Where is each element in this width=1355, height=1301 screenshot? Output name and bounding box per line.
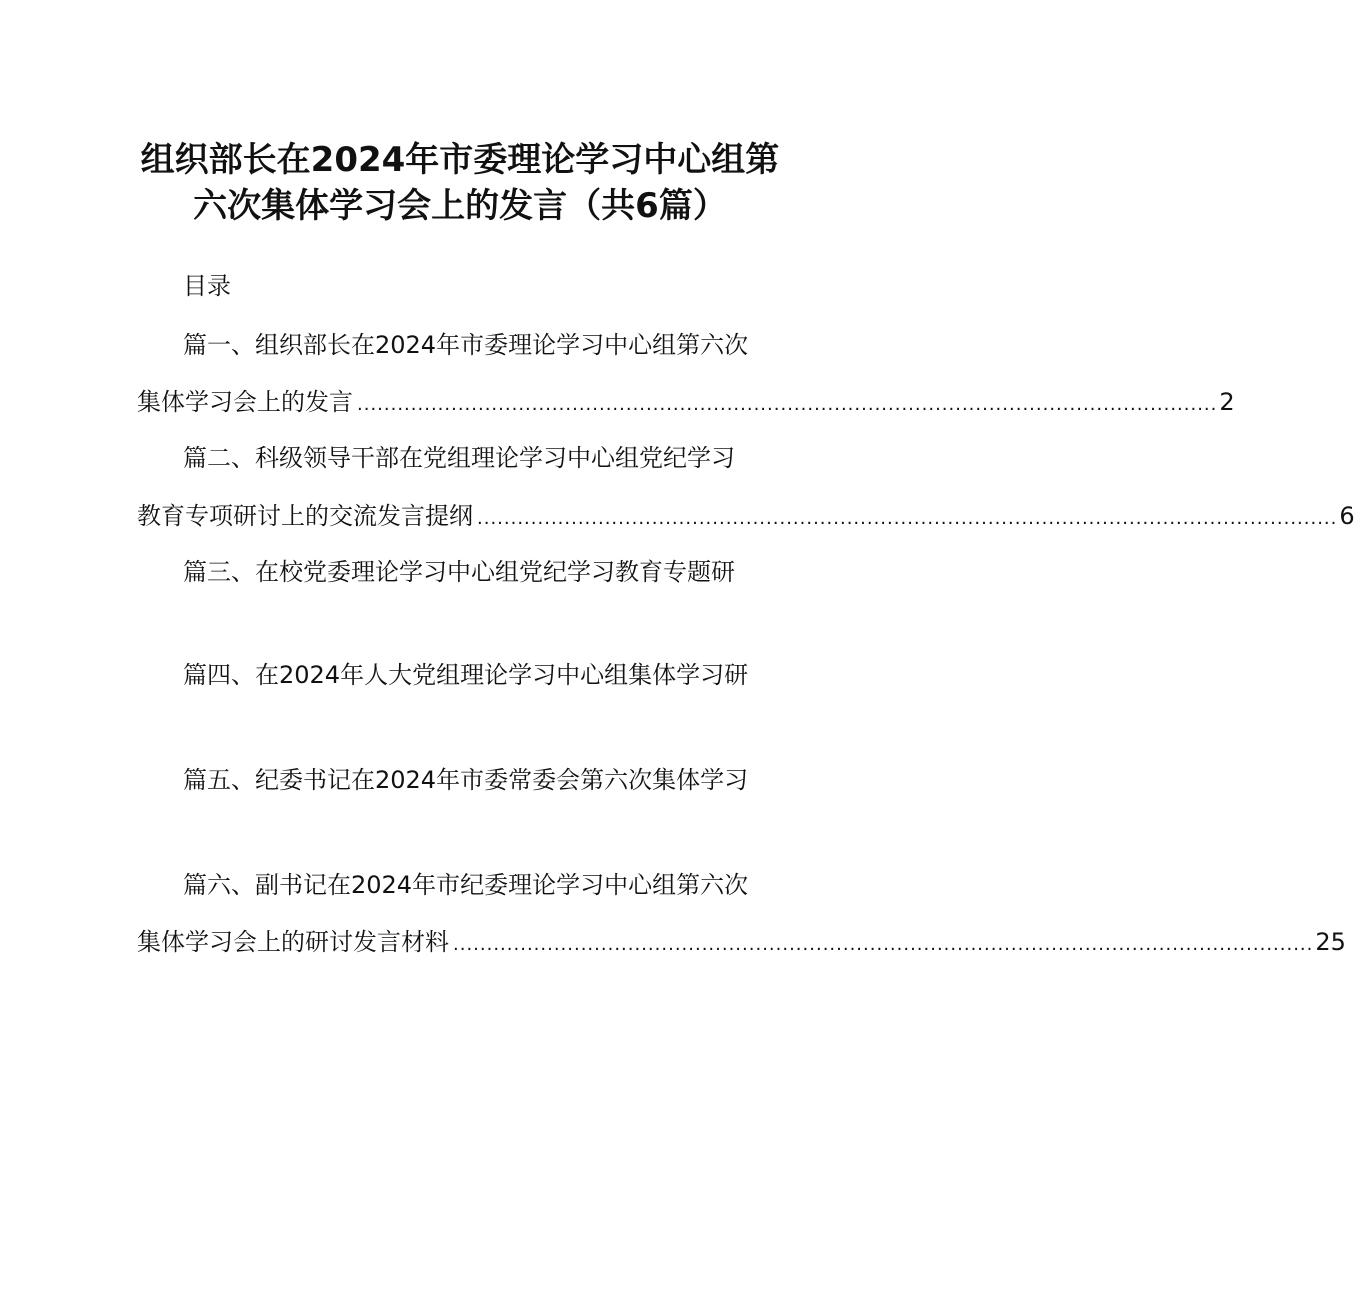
toc-entry-1-page: 2 <box>1219 388 1235 416</box>
toc-entry-5-line-1[interactable]: 篇五、纪委书记在2024年市委常委会第六次集体学习 <box>183 766 749 794</box>
toc-entry-6-line-1[interactable]: 篇六、副书记在2024年市纪委理论学习中心组第六次 <box>183 871 749 899</box>
document-title-line-1: 组织部长在2024年市委理论学习中心组第 <box>140 140 780 180</box>
toc-entry-1-line-1[interactable]: 篇一、组织部长在2024年市委理论学习中心组第六次 <box>183 331 749 359</box>
toc-entry-2-text: 教育专项研讨上的交流发言提纲 <box>137 502 473 530</box>
toc-entry-1-line-2[interactable] <box>137 385 1235 422</box>
toc-entry-1-text: 集体学习会上的发言 <box>137 388 353 416</box>
toc-heading: 目录 <box>183 272 231 300</box>
toc-entry-6-line-2[interactable] <box>137 925 1346 962</box>
toc-entry-4-line-1[interactable]: 篇四、在2024年人大党组理论学习中心组集体学习研 <box>183 661 749 689</box>
toc-entry-6-page: 25 <box>1315 928 1346 956</box>
toc-entry-6-text: 集体学习会上的研讨发言材料 <box>137 928 449 956</box>
toc-entry-2-page: 6 <box>1339 502 1355 530</box>
toc-dot-leader: ................................................................................................................................ <box>453 934 1314 955</box>
toc-entry-2-line-2[interactable] <box>137 499 1355 536</box>
toc-entry-2-line-1[interactable]: 篇二、科级领导干部在党组理论学习中心组党纪学习 <box>183 444 735 472</box>
toc-entry-3-line-1[interactable]: 篇三、在校党委理论学习中心组党纪学习教育专题研 <box>183 558 735 586</box>
toc-dot-leader: ................................................................................................................................ <box>357 394 1218 415</box>
toc-dot-leader: ................................................................................................................................ <box>477 508 1338 529</box>
document-title-line-2: 六次集体学习会上的发言（共6篇） <box>193 186 727 226</box>
